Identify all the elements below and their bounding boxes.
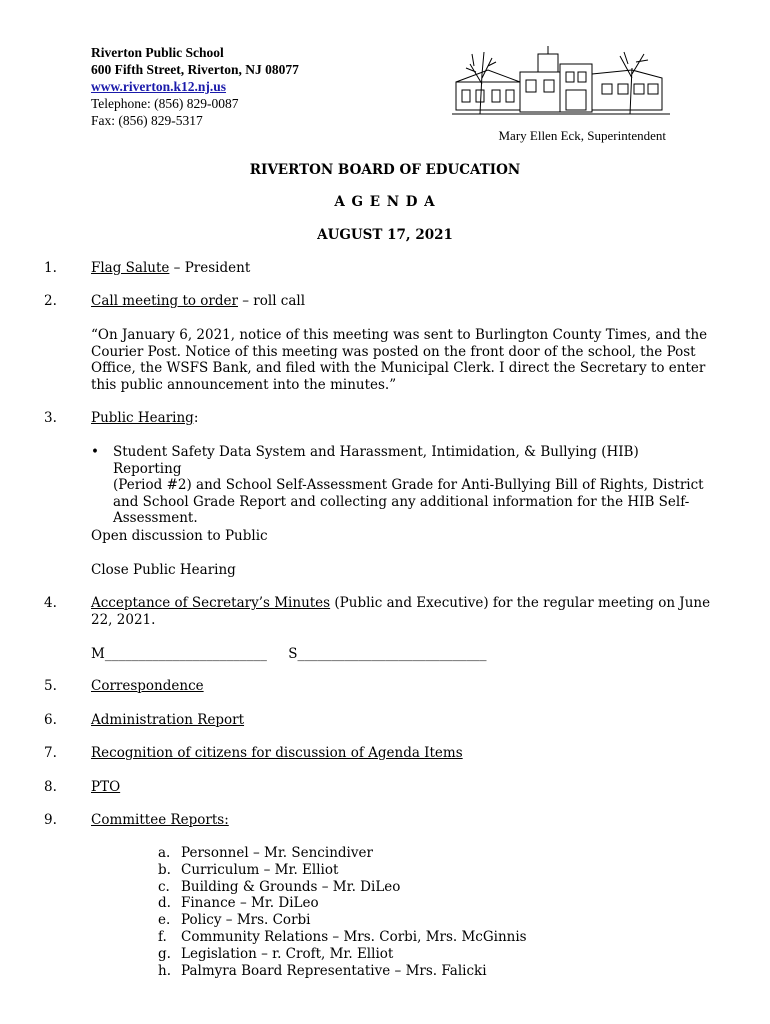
open-discussion: Open discussion to Public bbox=[91, 528, 268, 544]
item-detail: – President bbox=[169, 260, 251, 276]
item-number: 7. bbox=[44, 745, 57, 761]
school-fax: Fax: (856) 829-5317 bbox=[91, 113, 203, 128]
bullet-line: (Period #2) and School Self-Assessment Grade for Anti-Bullying Bill of Rights, District bbox=[113, 477, 704, 493]
item-label: Committee Reports: bbox=[91, 812, 229, 828]
item-number: 6. bbox=[44, 712, 57, 728]
bullet-icon: • bbox=[91, 444, 99, 460]
item-label: Recognition of citizens for discussion of Agenda Items bbox=[91, 745, 463, 761]
list-item: a. Personnel – Mr. Sencindiver bbox=[158, 845, 373, 861]
meeting-notice-paragraph bbox=[91, 327, 716, 393]
notice-line: this public announcement into the minutes.” bbox=[91, 376, 397, 393]
school-telephone: Telephone: (856) 829-0087 bbox=[91, 96, 239, 111]
motion-second-line: M________________________ S____________________________ bbox=[91, 646, 487, 662]
item-label: PTO bbox=[91, 779, 121, 795]
item-number: 9. bbox=[44, 812, 57, 828]
item-number: 3. bbox=[44, 410, 57, 426]
list-item: g. Legislation – r. Croft, Mr. Elliot bbox=[158, 945, 394, 962]
minutes-date-continuation: 22, 2021. bbox=[91, 612, 156, 628]
item-detail: : bbox=[193, 410, 199, 426]
school-building-drawing bbox=[452, 44, 670, 118]
notice-line: “On January 6, 2021, notice of this meeting was sent to Burlington County Times, and the bbox=[91, 327, 708, 343]
agenda-heading: A G E N D A bbox=[334, 194, 436, 210]
item-number: 2. bbox=[44, 293, 57, 309]
item-label: Call meeting to order bbox=[91, 293, 238, 309]
bullet-line: Assessment. bbox=[113, 510, 198, 526]
list-item: b. Curriculum – Mr. Elliot bbox=[158, 861, 339, 878]
committee-list bbox=[158, 845, 527, 979]
item-number: 4. bbox=[44, 595, 57, 611]
letterhead bbox=[91, 44, 299, 129]
list-item: d. Finance – Mr. DiLeo bbox=[158, 895, 319, 912]
school-website-link[interactable]: www.riverton.k12.nj.us bbox=[91, 79, 227, 94]
bullet-line: Student Safety Data System and Harassment, Intimidation, & Bullying (HIB) Reporting bbox=[113, 444, 639, 477]
item-number: 5. bbox=[44, 678, 57, 694]
list-item: h. Palmyra Board Representative – Mrs. Falicki bbox=[158, 962, 487, 979]
list-item: e. Policy – Mrs. Corbi bbox=[158, 912, 311, 929]
item-label: Flag Salute bbox=[91, 260, 170, 276]
superintendent-name: Mary Ellen Eck, Superintendent bbox=[498, 128, 666, 143]
hearing-bullet bbox=[91, 444, 711, 527]
item-detail: – roll call bbox=[237, 293, 306, 309]
bullet-line: and School Grade Report and collecting any additional information for the HIB Self- bbox=[113, 493, 690, 510]
list-item: f. Community Relations – Mrs. Corbi, Mrs. McGinnis bbox=[158, 928, 527, 945]
item-label: Correspondence bbox=[91, 678, 204, 694]
document-title: RIVERTON BOARD OF EDUCATION bbox=[249, 162, 521, 178]
close-hearing: Close Public Hearing bbox=[91, 562, 236, 578]
item-number: 8. bbox=[44, 779, 57, 795]
meeting-date: AUGUST 17, 2021 bbox=[317, 227, 453, 243]
item-label: Public Hearing bbox=[91, 410, 194, 426]
school-address: 600 Fifth Street, Riverton, NJ 08077 bbox=[91, 62, 299, 77]
item-number: 1. bbox=[44, 260, 57, 276]
notice-line: Courier Post. Notice of this meeting was posted on the front door of the school, the Post bbox=[91, 343, 696, 360]
item-label: Administration Report bbox=[91, 712, 245, 728]
school-name: Riverton Public School bbox=[91, 45, 224, 60]
item-label: Acceptance of Secretary’s Minutes bbox=[91, 595, 331, 611]
notice-line: Office, the WSFS Bank, and filed with the Municipal Clerk. I direct the Secretary to enter bbox=[91, 360, 706, 376]
list-item: c. Building & Grounds – Mr. DiLeo bbox=[158, 878, 401, 895]
item-detail: (Public and Executive) for the regular meeting on June bbox=[330, 595, 711, 611]
